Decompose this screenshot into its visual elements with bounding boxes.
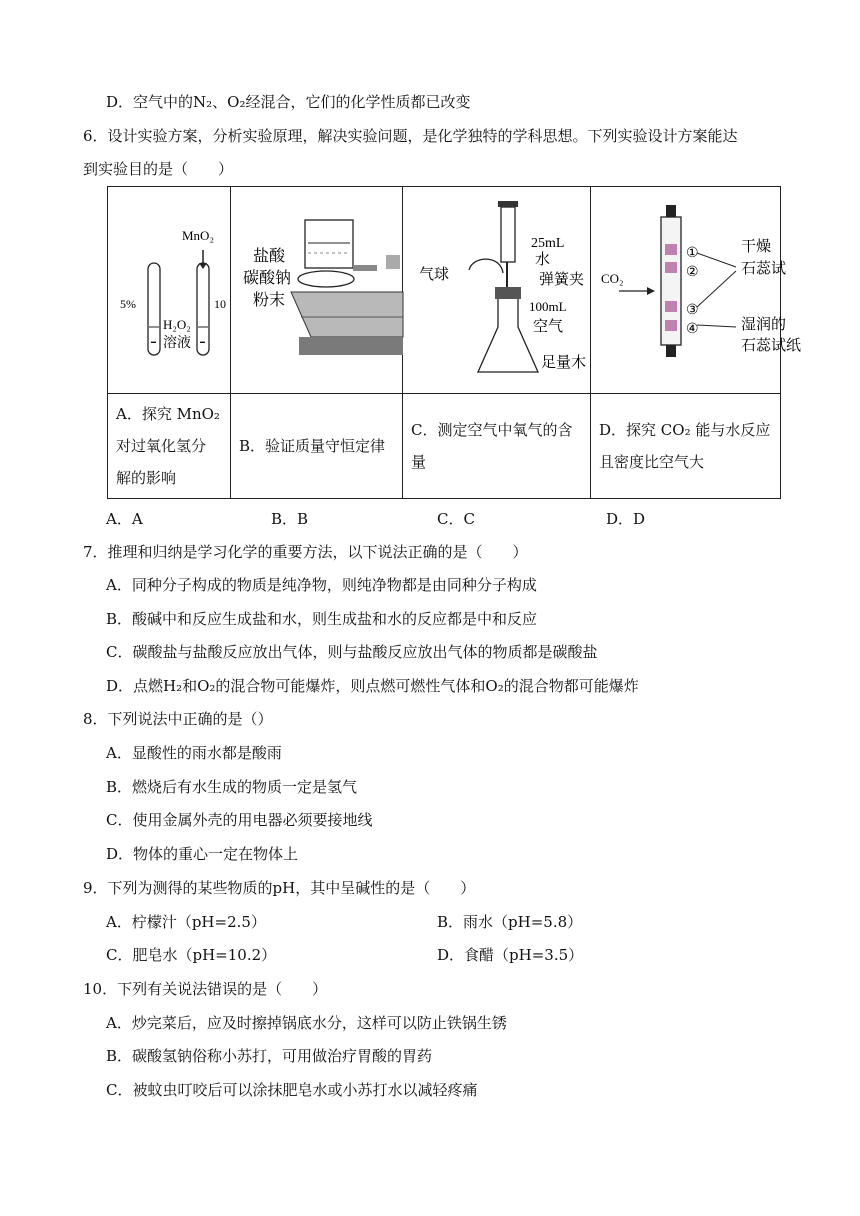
- ten-label: 10: [214, 297, 226, 311]
- powder-label: 粉末: [253, 290, 286, 309]
- q10-option-a: A．炒完菜后，应及时擦掉锅底水分，这样可以防止铁锅生锈: [106, 1014, 507, 1032]
- q8-option-b: B．燃烧后有水生成的物质一定是氢气: [106, 778, 358, 796]
- q7-option-d: D．点燃H₂和O₂的混合物可能爆炸，则点燃可燃性气体和O₂的混合物都可能爆炸: [106, 677, 639, 695]
- salt-label: 碳酸钠: [243, 268, 292, 287]
- q8-stem: 8．下列说法中正确的是（）: [83, 710, 273, 728]
- caption-c: C．测定空气中氧气的含 量: [403, 394, 591, 499]
- dry-label-1: 干燥: [741, 237, 772, 255]
- q9-option-d: D．食醋（pH=3.5）: [437, 946, 584, 964]
- q6-choice-d: D．D: [606, 510, 646, 528]
- h2o2-label: H₂O₂: [163, 317, 191, 332]
- q9-option-b: B．雨水（pH=5.8）: [437, 913, 583, 931]
- wood-label: 足量木: [541, 353, 587, 371]
- ml100-label: 100mL: [529, 299, 567, 314]
- q10-option-b: B．碳酸氢钠俗称小苏打，可用做治疗胃酸的胃药: [106, 1047, 433, 1065]
- wet-label-1: 湿润的: [741, 315, 787, 333]
- q5-option-d: D．空气中的N₂、O₂经混合，它们的化学性质都已改变: [106, 93, 471, 111]
- caption-b: B．验证质量守恒定律: [231, 394, 403, 499]
- svg-text:━: ━: [200, 338, 205, 347]
- fig-d-co2-tube: [591, 187, 802, 393]
- q6-choice-b: B．B: [271, 510, 309, 528]
- fig-c-flask: [403, 187, 590, 393]
- q6-stem-line2: 到实验目的是（ ）: [83, 160, 234, 178]
- num3: ③: [686, 302, 699, 318]
- caption-a: A．探究 MnO₂ 对过氧化氢分 解的影响: [108, 394, 231, 499]
- pct-label: 5%: [120, 297, 136, 311]
- num1: ①: [686, 245, 699, 261]
- acid-label: 盐酸: [253, 246, 286, 265]
- q10-option-c: C．被蚊虫叮咬后可以涂抹肥皂水或小苏打水以减轻疼痛: [106, 1081, 478, 1099]
- q8-option-d: D．物体的重心一定在物体上: [106, 845, 299, 863]
- q6-stem-line1: 6．设计实验方案，分析实验原理，解决实验问题，是化学独特的学科思想。下列实验设计方案能达: [83, 127, 738, 145]
- balloon-label: 气球: [419, 265, 450, 283]
- q10-stem: 10．下列有关说法错误的是（ ）: [83, 980, 328, 998]
- num4: ④: [686, 321, 699, 337]
- ml25-label: 25mL: [531, 236, 565, 251]
- co2-label: CO₂: [601, 271, 624, 286]
- q8-option-a: A．显酸性的雨水都是酸雨: [106, 744, 282, 762]
- svg-text:━: ━: [151, 338, 156, 347]
- fig-a-test-tubes: [108, 187, 230, 393]
- mno2-label: MnO₂: [182, 228, 214, 243]
- water-label: 水: [535, 250, 551, 268]
- caption-d: D．探究 CO₂ 能与水反应 且密度比空气大: [591, 394, 781, 499]
- dry-label-2: 石蕊试: [741, 259, 787, 277]
- q7-option-b: B．酸碱中和反应生成盐和水，则生成盐和水的反应都是中和反应: [106, 610, 538, 628]
- q9-option-a: A．柠檬汁（pH=2.5）: [106, 913, 266, 931]
- num2: ②: [686, 264, 699, 280]
- q7-option-a: A．同种分子构成的物质是纯净物，则纯净物都是由同种分子构成: [106, 576, 537, 594]
- fig-b-balance: [231, 187, 402, 393]
- clip-label: 弹簧夹: [539, 270, 585, 288]
- wet-label-2: 石蕊试纸: [741, 336, 802, 354]
- q8-option-c: C．使用金属外壳的用电器必须要接地线: [106, 811, 373, 829]
- solution-label: 溶液: [163, 335, 191, 351]
- q7-stem: 7．推理和归纳是学习化学的重要方法，以下说法正确的是（ ）: [83, 543, 528, 561]
- experiment-table: [107, 186, 802, 499]
- q9-option-c: C．肥皂水（pH=10.2）: [106, 946, 277, 964]
- q9-stem: 9．下列为测得的某些物质的pH，其中呈碱性的是（ ）: [83, 879, 476, 897]
- air-label: 空气: [533, 317, 564, 335]
- q7-option-c: C．碳酸盐与盐酸反应放出气体，则与盐酸反应放出气体的物质都是碳酸盐: [106, 643, 598, 661]
- q6-choice-c: C．C: [437, 510, 475, 528]
- q6-choice-a: A．A: [106, 510, 143, 528]
